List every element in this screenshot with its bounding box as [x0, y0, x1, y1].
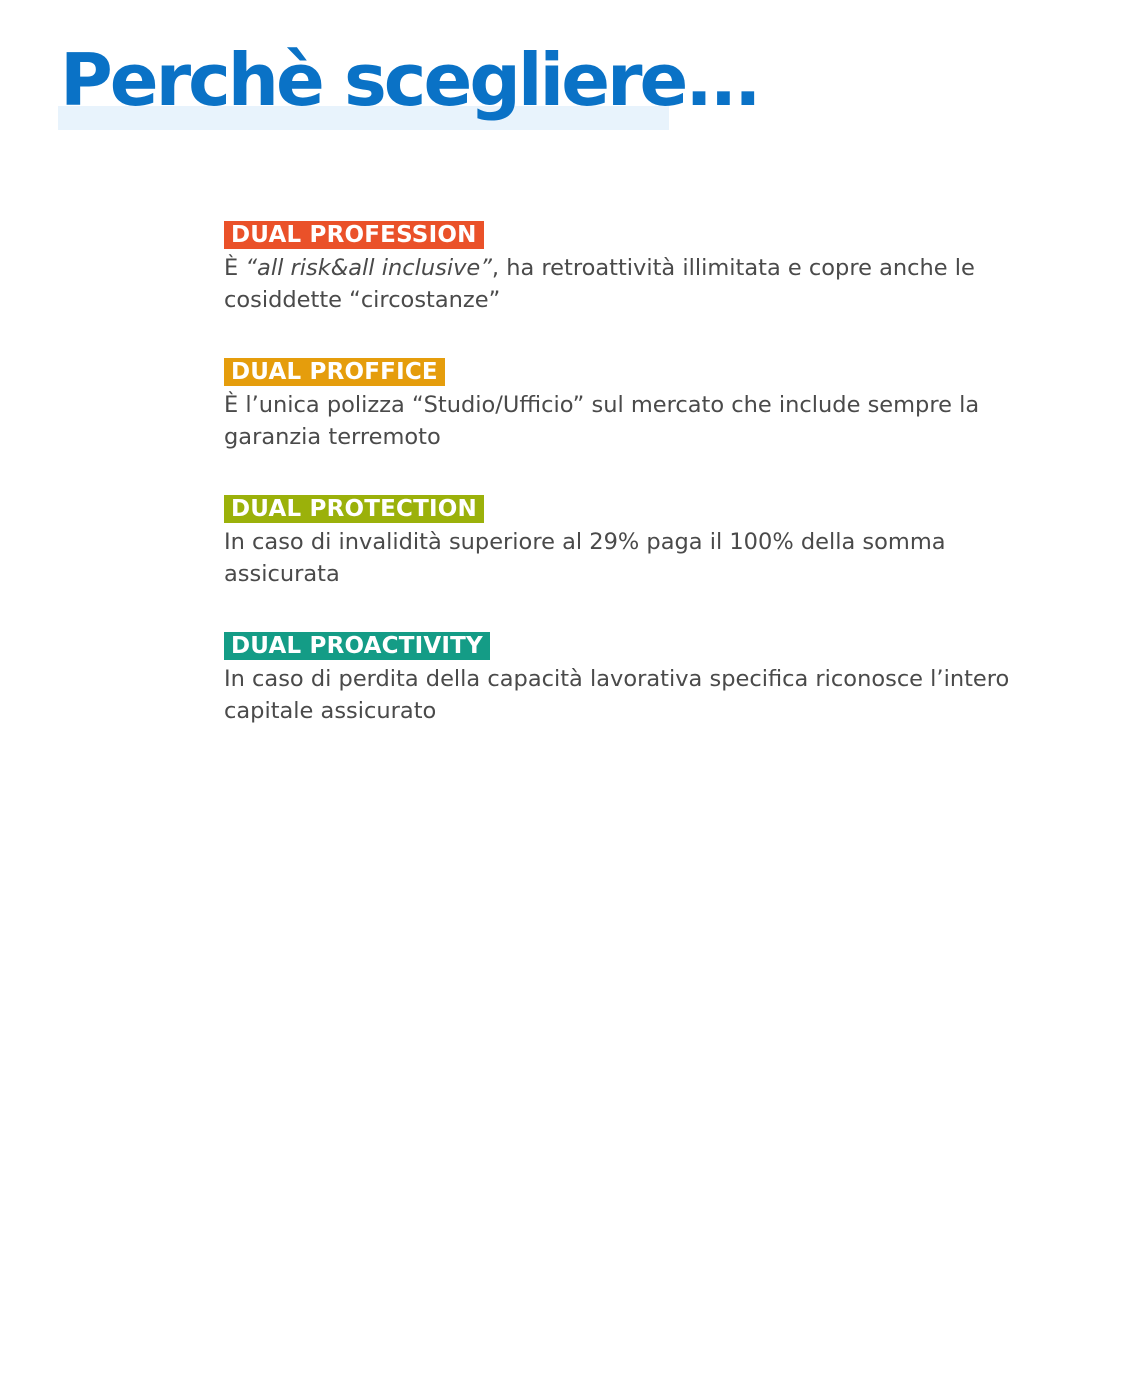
feature-description-italic: “all risk&all inclusive” — [245, 255, 492, 281]
feature-item-protection — [224, 495, 1014, 632]
feature-tag-proffice: DUAL PROFFICE — [224, 358, 445, 386]
feature-description-rest: , ha retroattività illimitata e copre anche le cosiddette “circostanze” — [224, 255, 975, 313]
feature-tag-proactivity: DUAL PROACTIVITY — [224, 632, 490, 660]
feature-tag-protection: DUAL PROTECTION — [224, 495, 484, 523]
page-title: Perchè scegliere... — [60, 38, 759, 122]
feature-description-prefix: È — [224, 255, 246, 281]
title-block — [58, 30, 759, 132]
feature-description-proactivity: In caso di perdita della capacità lavorativa specifica riconosce l’intero capitale assicurato — [224, 666, 1010, 724]
feature-item-profession — [224, 221, 1014, 358]
features-list — [224, 221, 1014, 769]
feature-description-protection: In caso di invalidità superiore al 29% paga il 100% della somma assicurata — [224, 529, 946, 587]
feature-description-proffice: È l’unica polizza “Studio/Ufficio” sul mercato che include sempre la garanzia terremoto — [224, 392, 980, 450]
feature-item-proactivity — [224, 632, 1014, 769]
feature-tag-profession: DUAL PROFESSION — [224, 221, 484, 249]
feature-description-profession — [224, 252, 1014, 316]
feature-item-proffice — [224, 358, 1014, 495]
